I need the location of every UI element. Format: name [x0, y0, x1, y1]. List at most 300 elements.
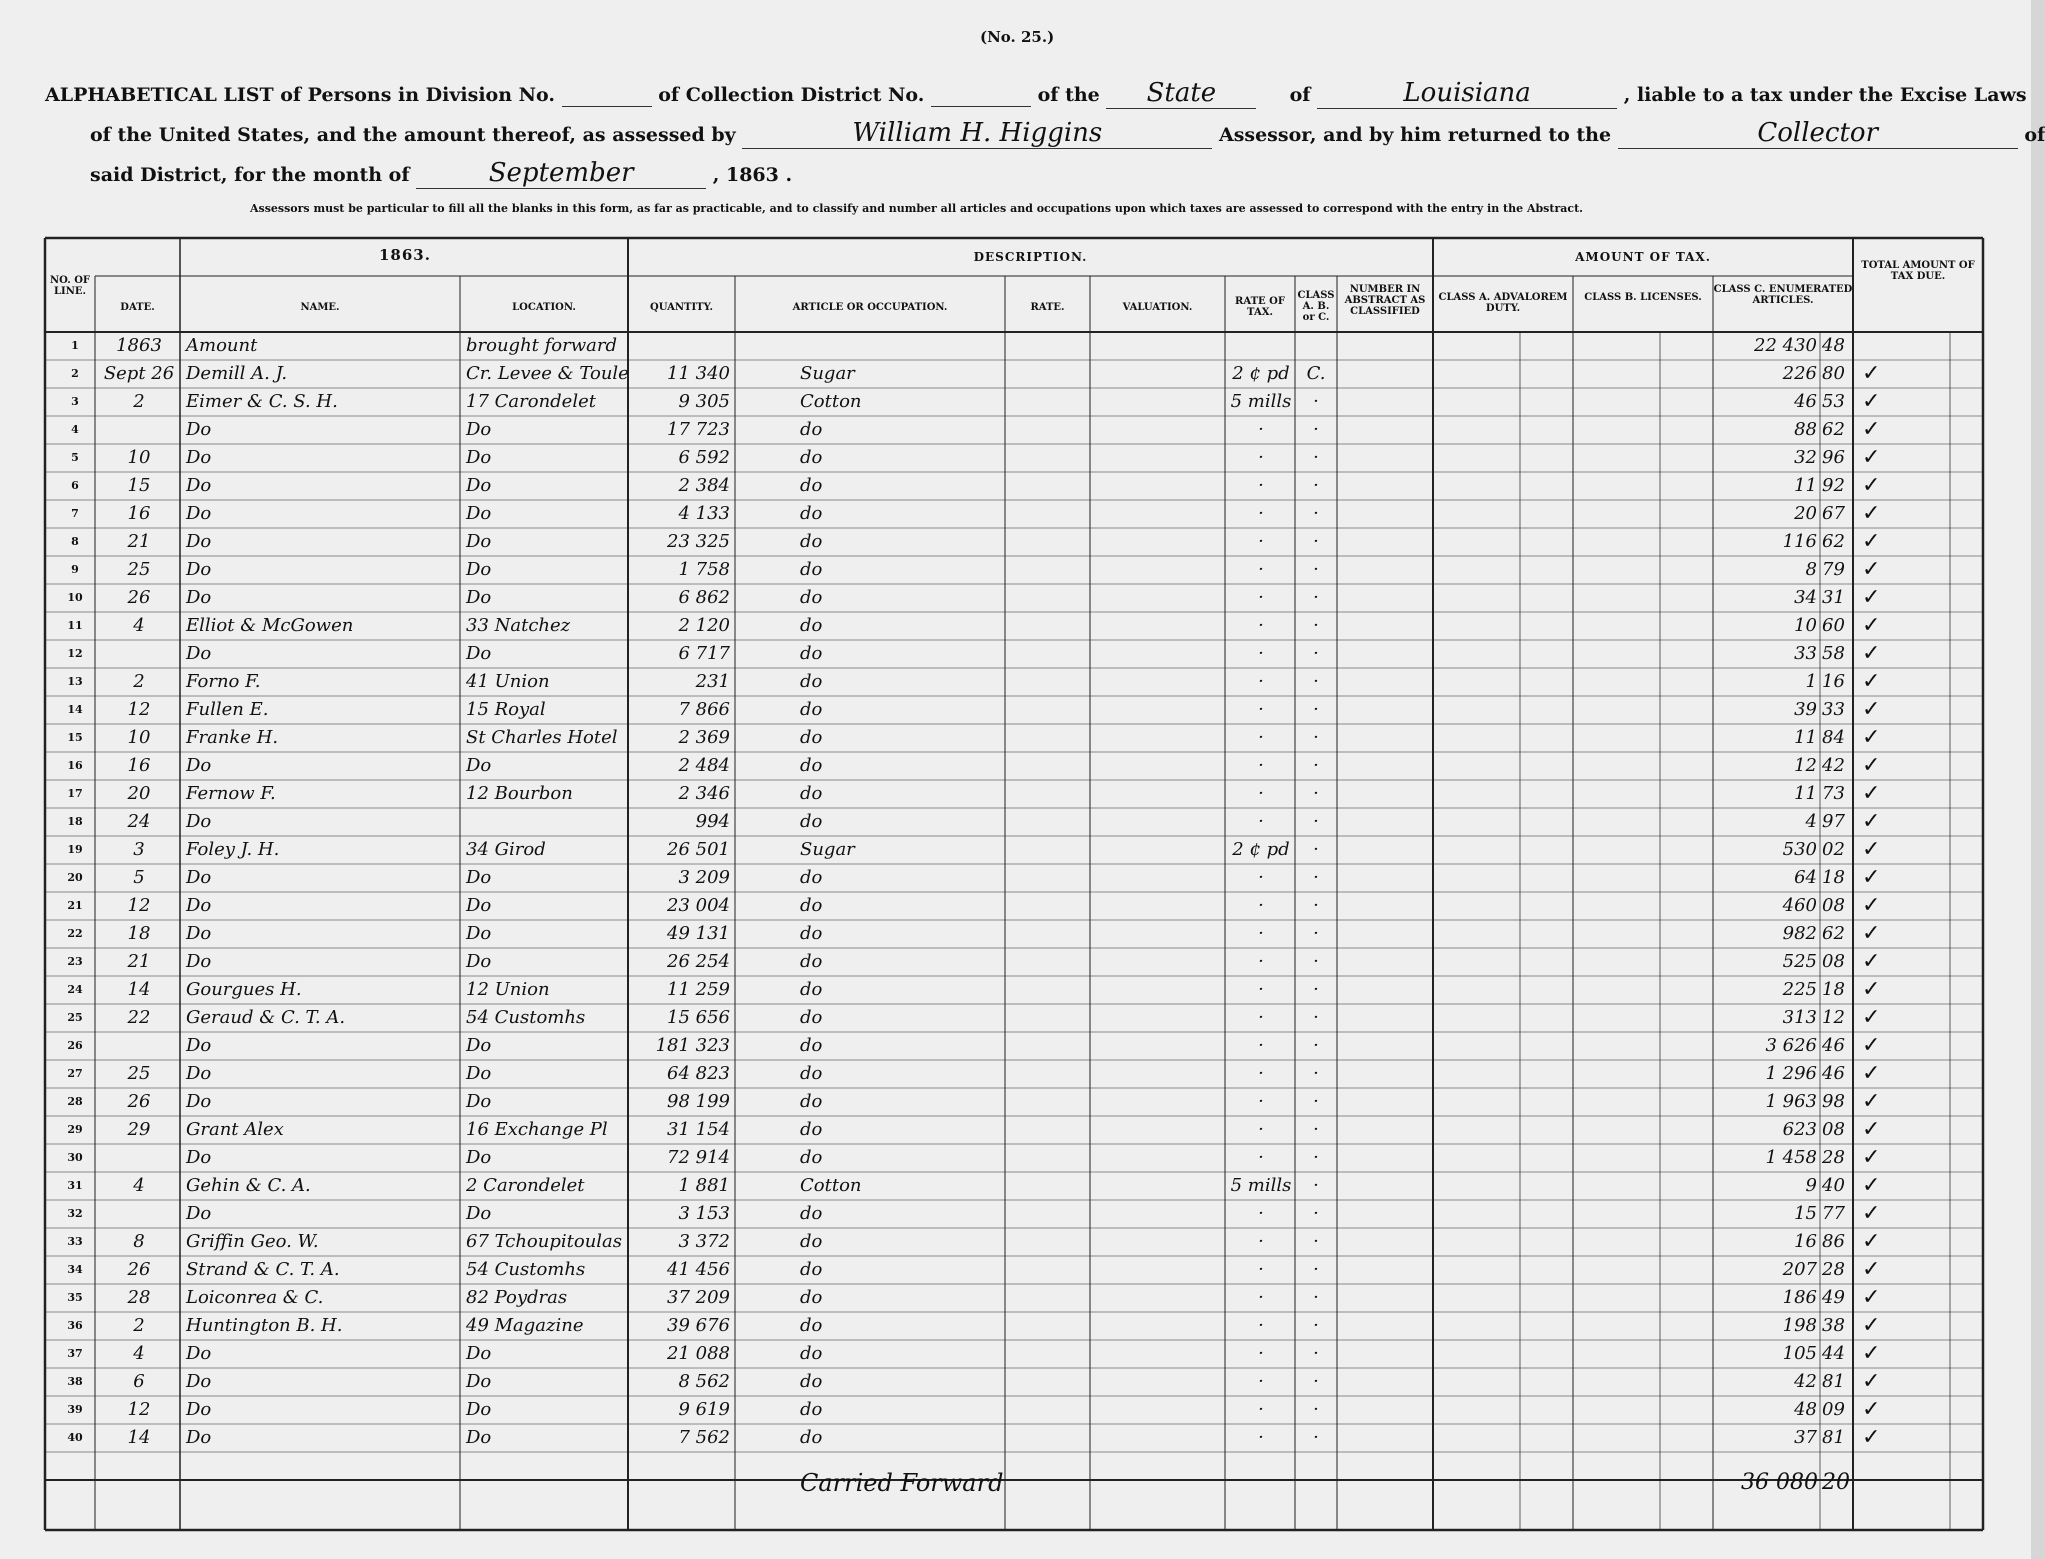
cell-amt: 32	[1794, 447, 1817, 468]
total-check-mark: ✓	[1862, 417, 1881, 442]
cell-name: Gehin & C. A.	[186, 1175, 311, 1196]
line-number: 32	[67, 1207, 83, 1220]
total-check-mark: ✓	[1862, 921, 1881, 946]
cell-cts: 77	[1822, 1203, 1845, 1224]
cell-cls: C.	[1306, 363, 1326, 384]
cell-amt: 982	[1782, 923, 1817, 944]
cell-cls: ·	[1313, 531, 1319, 552]
cell-qty: 9 305	[678, 391, 730, 412]
cell-amt: 48	[1794, 1399, 1817, 1420]
total-check-mark: ✓	[1862, 1005, 1881, 1030]
line-number: 35	[67, 1291, 83, 1304]
cell-date: 16	[127, 755, 151, 776]
cell-rate-tax: ·	[1258, 895, 1264, 916]
cell-cls: ·	[1313, 1175, 1319, 1196]
total-check-mark: ✓	[1862, 473, 1881, 498]
cell-rate-tax: ·	[1258, 1119, 1264, 1140]
cell-qty: 2 369	[678, 727, 730, 748]
cell-cts: 48	[1822, 335, 1845, 356]
cell-amt: 16	[1794, 1231, 1817, 1252]
cell-name: Do	[186, 531, 212, 552]
line-number: 21	[67, 899, 83, 912]
cell-cls: ·	[1313, 755, 1319, 776]
cell-name: Foley J. H.	[186, 839, 280, 860]
cell-name: Do	[186, 895, 212, 916]
cell-name: Grant Alex	[186, 1119, 284, 1140]
line-number: 28	[67, 1095, 83, 1108]
cell-article: do	[800, 1007, 823, 1028]
cell-qty: 9 619	[678, 1399, 730, 1420]
cell-cts: 09	[1822, 1399, 1845, 1420]
cell-date: 8	[133, 1231, 145, 1252]
cell-amt: 88	[1794, 419, 1817, 440]
cell-name: Do	[186, 1091, 212, 1112]
cell-article: do	[800, 923, 823, 944]
cell-location: 67 Tchoupitoulas	[466, 1231, 623, 1252]
cell-date: 14	[127, 1427, 151, 1448]
cell-article: do	[800, 447, 823, 468]
title-part-9: said District, for the month of	[90, 164, 410, 186]
cell-qty: 2 120	[678, 615, 730, 636]
line-number: 19	[67, 843, 83, 856]
cell-amt: 226	[1782, 363, 1817, 384]
cell-cts: 38	[1822, 1315, 1845, 1336]
cell-cts: 62	[1822, 923, 1845, 944]
cell-qty: 231	[695, 671, 730, 692]
cell-rate-tax: ·	[1258, 1091, 1264, 1112]
cell-date: 15	[127, 475, 151, 496]
col-quantity: QUANTITY.	[650, 302, 713, 313]
cell-rate-tax: 5 mills	[1230, 1175, 1292, 1196]
total-check-mark: ✓	[1862, 725, 1881, 750]
state-name: Louisiana	[1317, 78, 1617, 109]
total-check-mark: ✓	[1862, 837, 1881, 862]
total-check-mark: ✓	[1862, 529, 1881, 554]
cell-cls: ·	[1313, 1287, 1319, 1308]
total-check-mark: ✓	[1862, 641, 1881, 666]
cell-cls: ·	[1313, 811, 1319, 832]
cell-cts: 96	[1822, 447, 1845, 468]
total-check-mark: ✓	[1862, 1173, 1881, 1198]
cell-amt: 10	[1794, 615, 1817, 636]
cell-location: Do	[466, 923, 492, 944]
cell-location: Cr. Levee & Toule	[466, 363, 629, 384]
cell-name: Griffin Geo. W.	[186, 1231, 319, 1252]
line-number: 1	[71, 339, 79, 352]
cell-cts: 73	[1822, 783, 1845, 804]
cell-date: 26	[127, 587, 151, 608]
cell-date: 16	[127, 503, 151, 524]
cell-cts: 46	[1822, 1035, 1845, 1056]
cell-name: Do	[186, 1147, 212, 1168]
total-check-mark: ✓	[1862, 1145, 1881, 1170]
cell-date: 12	[127, 1399, 151, 1420]
cell-rate-tax: ·	[1258, 1427, 1264, 1448]
cell-location: Do	[466, 419, 492, 440]
cell-article: Sugar	[800, 839, 855, 860]
cell-amt: 1	[1805, 671, 1817, 692]
cell-location: Do	[466, 475, 492, 496]
cell-cls: ·	[1313, 1035, 1319, 1056]
cell-cts: 60	[1822, 615, 1845, 636]
cell-cts: 18	[1822, 867, 1845, 888]
cell-cls: ·	[1313, 1231, 1319, 1252]
cell-name: Do	[186, 503, 212, 524]
cell-date: 5	[133, 867, 145, 888]
cell-amt: 105	[1782, 1343, 1817, 1364]
cell-name: Do	[186, 475, 212, 496]
line-number: 31	[67, 1179, 83, 1192]
cell-article: do	[800, 811, 823, 832]
total-check-mark: ✓	[1862, 809, 1881, 834]
line-number: 38	[67, 1375, 83, 1388]
cell-article: do	[800, 475, 823, 496]
cell-cls: ·	[1313, 867, 1319, 888]
cell-name: Amount	[186, 335, 258, 356]
total-check-mark: ✓	[1862, 1369, 1881, 1394]
line-number: 18	[67, 815, 83, 828]
cell-amt: 4	[1805, 811, 1817, 832]
cell-name: Geraud & C. T. A.	[186, 1007, 346, 1028]
cell-amt: 11	[1794, 727, 1817, 748]
cell-cls: ·	[1313, 1007, 1319, 1028]
cell-cls: ·	[1313, 1259, 1319, 1280]
cell-qty: 31 154	[667, 1119, 730, 1140]
col-class-b: CLASS B. LICENSES.	[1584, 292, 1702, 303]
cell-location: Do	[466, 643, 492, 664]
cell-cts: 86	[1822, 1231, 1845, 1252]
col-name: NAME.	[300, 302, 340, 313]
cell-amt: 3 626	[1765, 1035, 1817, 1056]
cell-rate-tax: ·	[1258, 643, 1264, 664]
cell-rate-tax: ·	[1258, 979, 1264, 1000]
line-number: 10	[67, 591, 83, 604]
cell-location: Do	[466, 559, 492, 580]
cell-amt: 198	[1782, 1315, 1817, 1336]
cell-date: Sept 26	[103, 363, 175, 384]
cell-article: do	[800, 1147, 823, 1168]
cell-rate-tax: ·	[1258, 1371, 1264, 1392]
cell-qty: 2 484	[678, 755, 730, 776]
cell-qty: 37 209	[667, 1287, 730, 1308]
line-number: 14	[67, 703, 83, 716]
total-check-mark: ✓	[1862, 1061, 1881, 1086]
cell-cts: 98	[1822, 1091, 1845, 1112]
cell-qty: 4 133	[678, 503, 730, 524]
title-part-5: , liable to a tax under the Excise Laws	[1623, 84, 2027, 106]
cell-cls: ·	[1313, 1371, 1319, 1392]
cell-cts: 08	[1822, 951, 1845, 972]
cell-location: Do	[466, 951, 492, 972]
line-number: 39	[67, 1403, 83, 1416]
cell-qty: 994	[695, 811, 730, 832]
cell-location: Do	[466, 755, 492, 776]
cell-date: 21	[127, 531, 151, 552]
amount-of-tax-header: AMOUNT OF TAX.	[1575, 250, 1711, 264]
state-word: State	[1106, 78, 1256, 109]
cell-name: Do	[186, 587, 212, 608]
cell-date: 22	[127, 1007, 151, 1028]
cell-rate-tax: ·	[1258, 1399, 1264, 1420]
total-check-mark: ✓	[1862, 753, 1881, 778]
cell-amt: 46	[1794, 391, 1817, 412]
year-header: 1863.	[379, 246, 431, 264]
cell-location: Do	[466, 1091, 492, 1112]
cell-cts: 08	[1822, 895, 1845, 916]
cell-rate-tax: ·	[1258, 1035, 1264, 1056]
cell-qty: 3 209	[678, 867, 730, 888]
line-number: 11	[67, 619, 83, 632]
cell-qty: 17 723	[667, 419, 730, 440]
total-check-mark: ✓	[1862, 557, 1881, 582]
cell-qty: 1 758	[678, 559, 730, 580]
cell-location: Do	[466, 1063, 492, 1084]
cell-cts: 79	[1822, 559, 1845, 580]
cell-cts: 12	[1822, 1007, 1845, 1028]
cell-date: 24	[127, 811, 151, 832]
cell-location: brought forward	[466, 335, 617, 356]
line-number: 29	[67, 1123, 83, 1136]
line-number: 36	[67, 1319, 83, 1332]
cell-location: 2 Carondelet	[466, 1175, 585, 1196]
cell-date: 4	[133, 1343, 145, 1364]
cell-cts: 62	[1822, 419, 1845, 440]
cell-article: do	[800, 867, 823, 888]
total-check-mark: ✓	[1862, 1257, 1881, 1282]
cell-cts: 33	[1822, 699, 1845, 720]
line-number: 12	[67, 647, 83, 660]
cell-cls: ·	[1313, 1315, 1319, 1336]
cell-name: Do	[186, 923, 212, 944]
cell-amt: 12	[1794, 755, 1817, 776]
cell-cts: 80	[1822, 363, 1845, 384]
cell-amt: 34	[1794, 587, 1817, 608]
cell-name: Fullen E.	[186, 699, 269, 720]
cell-date: 10	[127, 727, 151, 748]
cell-cts: 53	[1822, 391, 1845, 412]
line-number: 23	[67, 955, 83, 968]
cell-qty: 11 259	[667, 979, 730, 1000]
cell-qty: 23 325	[667, 531, 730, 552]
month: September	[416, 158, 706, 189]
cell-cts: 02	[1822, 839, 1845, 860]
cell-name: Demill A. J.	[186, 363, 288, 384]
cell-location: Do	[466, 1427, 492, 1448]
col-abstract-number: NUMBER IN ABSTRACT AS CLASSIFIED	[1344, 284, 1426, 317]
cell-name: Do	[186, 755, 212, 776]
cell-location: 16 Exchange Pl	[466, 1119, 608, 1140]
cell-location: 82 Poydras	[466, 1287, 568, 1308]
cell-cls: ·	[1313, 587, 1319, 608]
cell-article: do	[800, 1343, 823, 1364]
cell-cts: 31	[1822, 587, 1845, 608]
cell-cts: 28	[1822, 1259, 1845, 1280]
cell-rate-tax: ·	[1258, 419, 1264, 440]
col-valuation: VALUATION.	[1122, 302, 1193, 313]
total-check-mark: ✓	[1862, 585, 1881, 610]
cell-date: 25	[127, 1063, 151, 1084]
cell-qty: 98 199	[667, 1091, 730, 1112]
cell-rate-tax: 5 mills	[1230, 391, 1292, 412]
title-part-7: Assessor, and by him returned to the	[1218, 124, 1612, 146]
cell-cts: 28	[1822, 1147, 1845, 1168]
total-check-mark: ✓	[1862, 1201, 1881, 1226]
cell-location: 54 Customhs	[466, 1007, 586, 1028]
cell-cls: ·	[1313, 391, 1319, 412]
cell-cts: 62	[1822, 531, 1845, 552]
col-rate: RATE.	[1030, 302, 1065, 313]
cell-qty: 3 153	[678, 1203, 730, 1224]
cell-rate-tax: ·	[1258, 923, 1264, 944]
cell-qty: 26 254	[667, 951, 730, 972]
cell-date: 28	[127, 1287, 151, 1308]
cell-location: Do	[466, 503, 492, 524]
cell-location: Do	[466, 1343, 492, 1364]
cell-name: Do	[186, 1063, 212, 1084]
cell-date: 20	[127, 783, 151, 804]
cell-qty: 6 717	[678, 643, 730, 664]
cell-article: do	[800, 1371, 823, 1392]
cell-cls: ·	[1313, 559, 1319, 580]
line-number: 33	[67, 1235, 83, 1248]
cell-qty: 21 088	[667, 1343, 730, 1364]
cell-amt: 9	[1805, 1175, 1817, 1196]
cell-date: 2	[133, 671, 145, 692]
cell-rate-tax: ·	[1258, 615, 1264, 636]
cell-amt: 525	[1782, 951, 1817, 972]
total-check-mark: ✓	[1862, 893, 1881, 918]
cell-amt: 186	[1782, 1287, 1817, 1308]
cell-rate-tax: ·	[1258, 1287, 1264, 1308]
cell-cls: ·	[1313, 979, 1319, 1000]
line-number: 26	[67, 1039, 83, 1052]
cell-date: 4	[133, 1175, 145, 1196]
cell-name: Do	[186, 1427, 212, 1448]
cell-rate-tax: ·	[1258, 1343, 1264, 1364]
cell-rate-tax: ·	[1258, 783, 1264, 804]
cell-name: Do	[186, 1399, 212, 1420]
cell-cts: 46	[1822, 1063, 1845, 1084]
cell-amt: 20	[1794, 503, 1817, 524]
cell-location: 54 Customhs	[466, 1259, 586, 1280]
cell-cls: ·	[1313, 1119, 1319, 1140]
cell-amt: 225	[1782, 979, 1817, 1000]
cell-location: Do	[466, 1203, 492, 1224]
cell-article: Sugar	[800, 363, 855, 384]
total-check-mark: ✓	[1862, 1285, 1881, 1310]
col-class-c: CLASS C. ENUMERATED ARTICLES.	[1713, 284, 1853, 306]
cell-amt: 460	[1782, 895, 1817, 916]
cell-qty: 49 131	[667, 923, 730, 944]
line-number: 15	[67, 731, 83, 744]
cell-article: do	[800, 1259, 823, 1280]
cell-rate-tax: ·	[1258, 475, 1264, 496]
line-number: 7	[71, 507, 79, 520]
total-check-mark: ✓	[1862, 669, 1881, 694]
cell-rate-tax: ·	[1258, 699, 1264, 720]
cell-cls: ·	[1313, 699, 1319, 720]
cell-cls: ·	[1313, 447, 1319, 468]
cell-name: Forno F.	[186, 671, 261, 692]
cell-article: do	[800, 1287, 823, 1308]
cell-cts: 97	[1822, 811, 1845, 832]
cell-rate-tax: ·	[1258, 559, 1264, 580]
cell-name: Do	[186, 1371, 212, 1392]
cell-date: 10	[127, 447, 151, 468]
line-number: 24	[67, 983, 83, 996]
carried-forward-label: Carried Forward	[800, 1469, 1004, 1497]
cell-cts: 44	[1822, 1343, 1845, 1364]
cell-amt: 15	[1794, 1203, 1817, 1224]
cell-amt: 42	[1794, 1371, 1817, 1392]
total-check-mark: ✓	[1862, 1341, 1881, 1366]
cell-location: 12 Bourbon	[466, 783, 573, 804]
cell-rate-tax: ·	[1258, 503, 1264, 524]
cell-article: do	[800, 979, 823, 1000]
cell-qty: 2 346	[678, 783, 730, 804]
total-check-mark: ✓	[1862, 1229, 1881, 1254]
cell-date: 25	[127, 559, 151, 580]
total-check-mark: ✓	[1862, 1313, 1881, 1338]
cell-name: Gourgues H.	[186, 979, 302, 1000]
cell-location: 17 Carondelet	[466, 391, 596, 412]
line-number: 40	[67, 1431, 83, 1444]
cell-rate-tax: 2 ¢ pd	[1232, 363, 1290, 384]
cell-cts: 40	[1822, 1175, 1845, 1196]
cell-qty: 7 866	[678, 699, 730, 720]
cell-article: do	[800, 1091, 823, 1112]
cell-cls: ·	[1313, 671, 1319, 692]
cell-date: 18	[127, 923, 151, 944]
line-number: 27	[67, 1067, 83, 1080]
cell-article: do	[800, 727, 823, 748]
cell-rate-tax: ·	[1258, 1007, 1264, 1028]
cell-location: Do	[466, 1147, 492, 1168]
cell-cts: 81	[1822, 1371, 1845, 1392]
cell-name: Fernow F.	[186, 783, 276, 804]
cell-article: do	[800, 671, 823, 692]
cell-qty: 72 914	[667, 1147, 730, 1168]
total-check-mark: ✓	[1862, 781, 1881, 806]
total-check-mark: ✓	[1862, 445, 1881, 470]
cell-cls: ·	[1313, 1063, 1319, 1084]
cell-cls: ·	[1313, 1427, 1319, 1448]
cell-qty: 181 323	[655, 1035, 730, 1056]
col-class: CLASS A. B. or C.	[1297, 290, 1335, 323]
title-part-8: of	[2024, 124, 2045, 146]
cell-article: do	[800, 1063, 823, 1084]
cell-location: Do	[466, 587, 492, 608]
cell-rate-tax: ·	[1258, 1315, 1264, 1336]
cell-amt: 530	[1782, 839, 1817, 860]
description-header: DESCRIPTION.	[973, 250, 1088, 264]
cell-qty: 1 881	[678, 1175, 730, 1196]
cell-article: do	[800, 531, 823, 552]
cell-date: 4	[133, 615, 145, 636]
line-number: 9	[71, 563, 79, 576]
total-check-mark: ✓	[1862, 865, 1881, 890]
cell-article: do	[800, 1119, 823, 1140]
cell-name: Do	[186, 951, 212, 972]
line-number: 4	[71, 423, 79, 436]
assessor-name: William H. Higgins	[742, 118, 1212, 149]
total-check-mark: ✓	[1862, 501, 1881, 526]
cell-amt: 64	[1794, 867, 1817, 888]
title-part-6: of the United States, and the amount thereof, as assessed by	[90, 124, 736, 146]
cell-cls: ·	[1313, 475, 1319, 496]
cell-cts: 92	[1822, 475, 1845, 496]
cell-article: do	[800, 1315, 823, 1336]
